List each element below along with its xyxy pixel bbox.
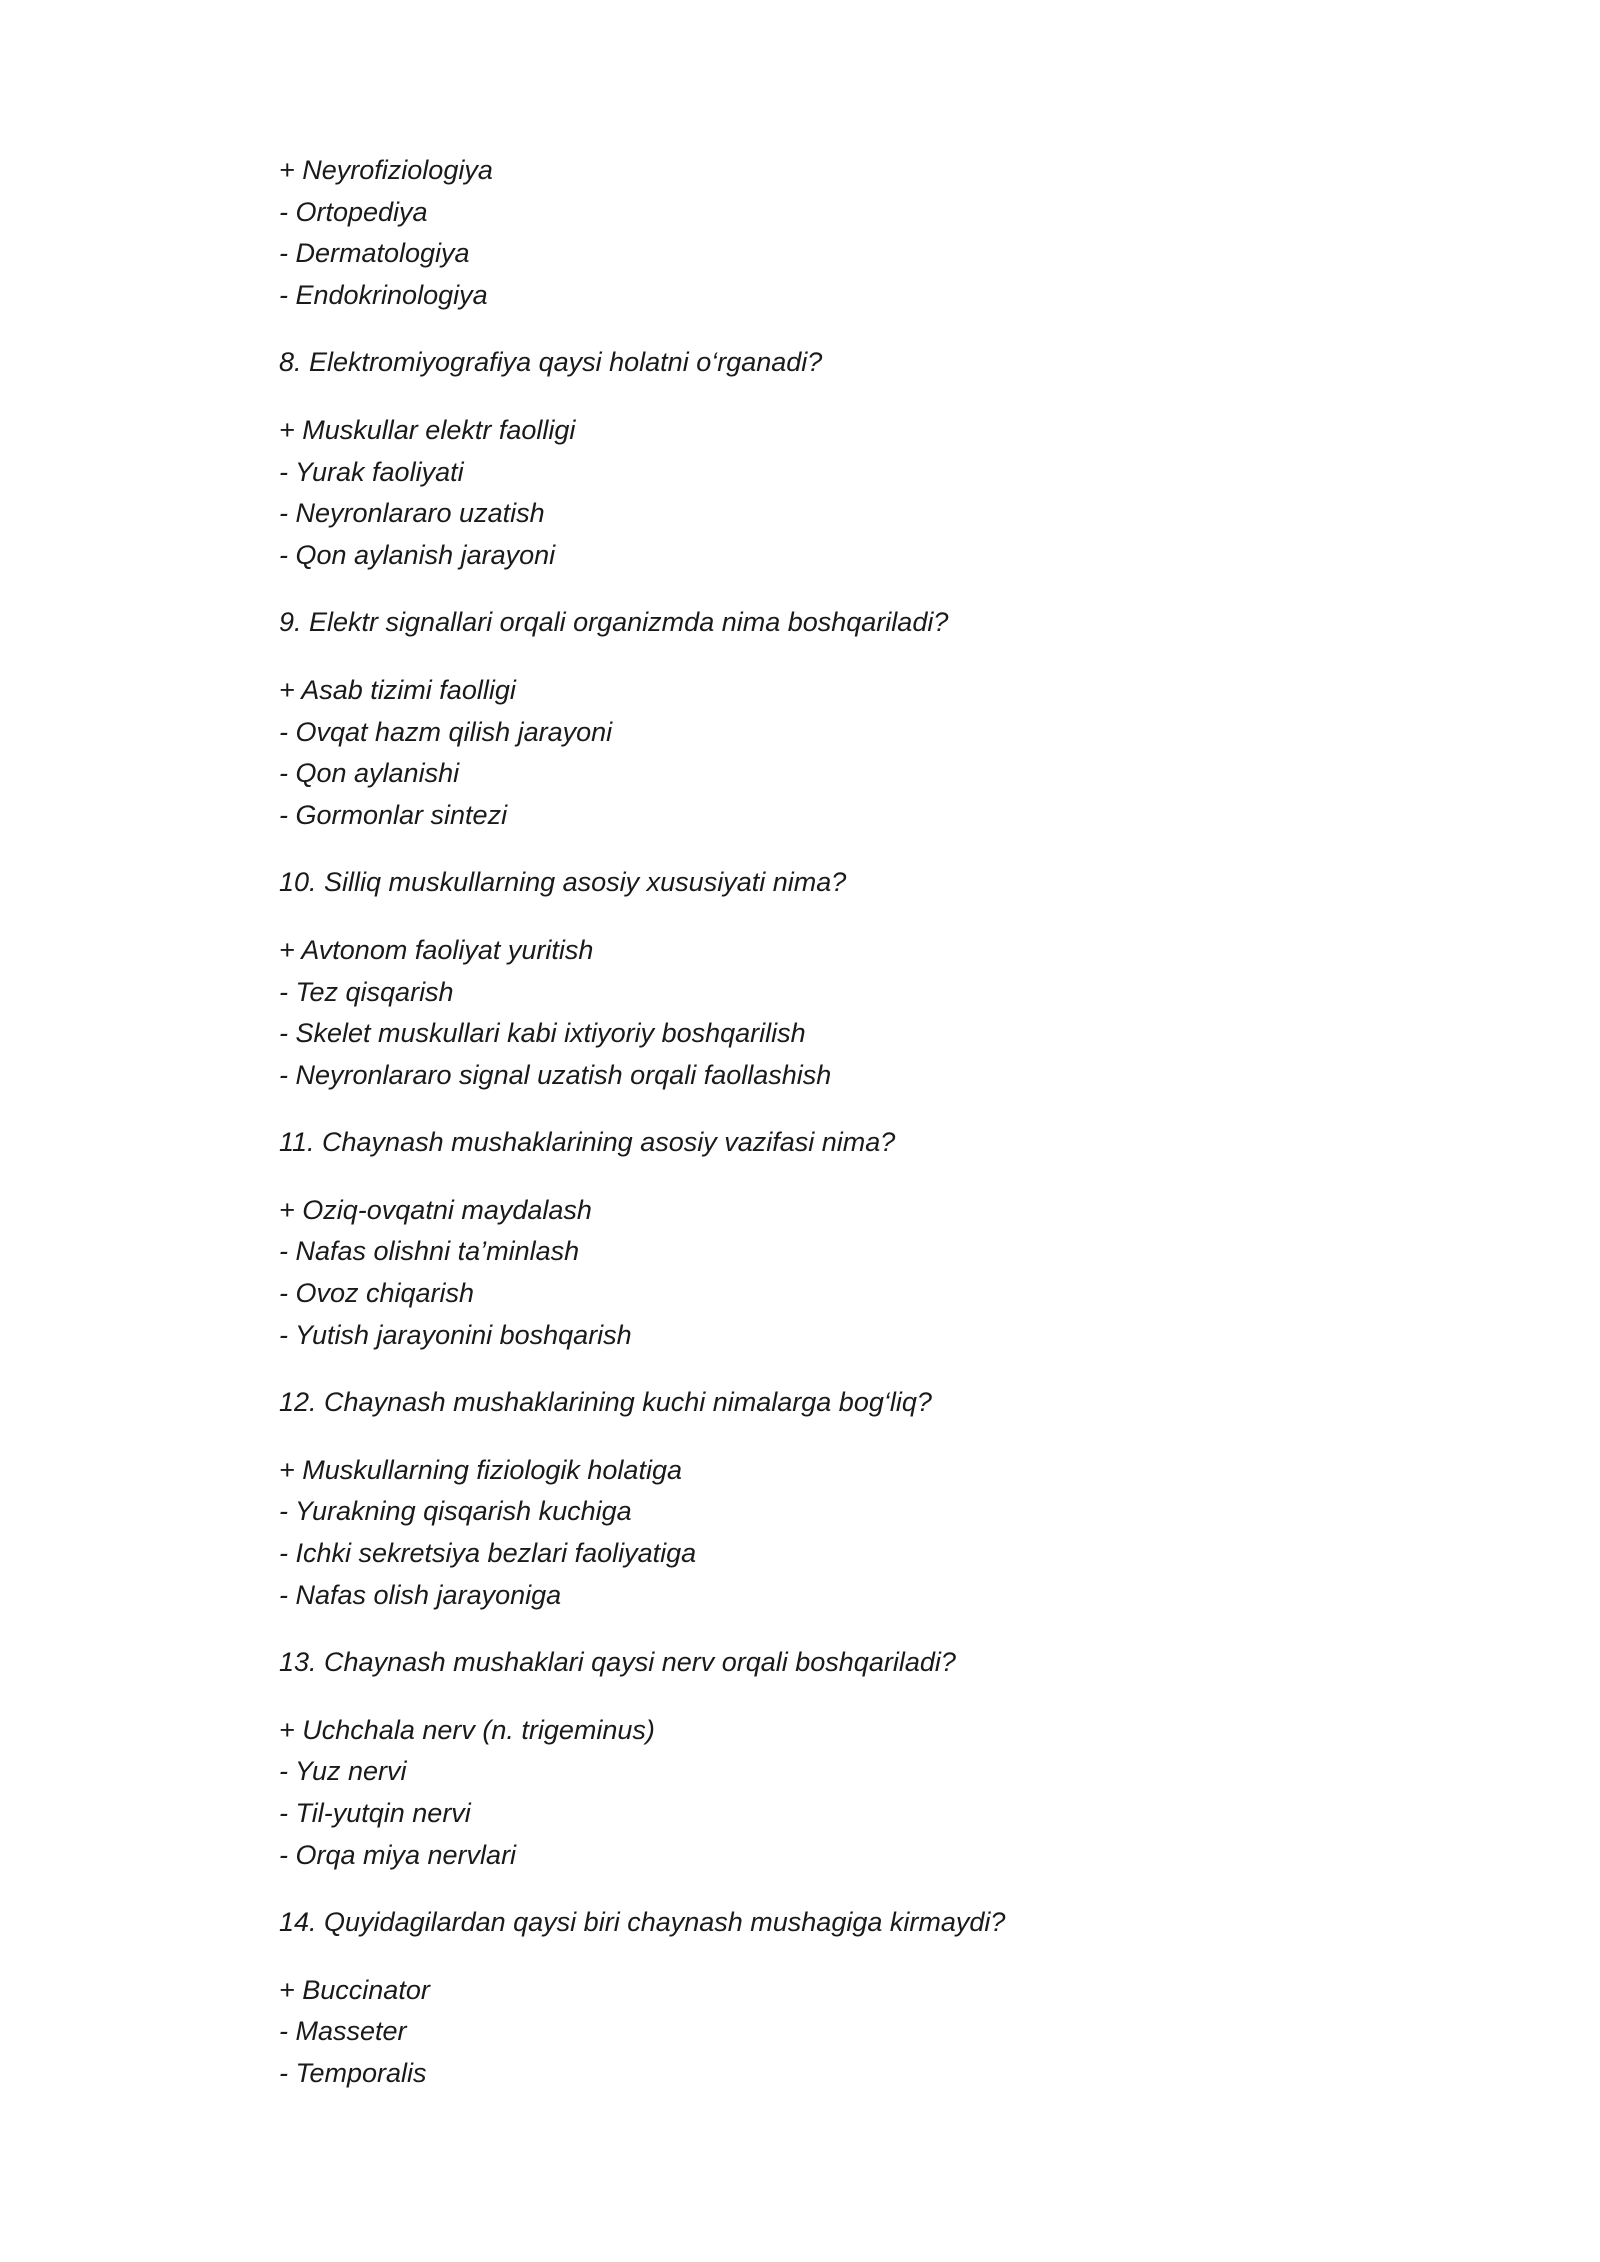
option-correct: + Muskullar elektr faolligi — [279, 414, 576, 445]
question-text: 9. Elektr signallari orqali organizmda nima boshqariladi? — [279, 607, 949, 638]
option-correct: + Asab tizimi faolligi — [279, 674, 516, 705]
question-block-10 — [279, 862, 1379, 1096]
option: - Nafas olish jarayoniga — [279, 1579, 562, 1610]
question-text: 14. Quyidagilardan qaysi biri chaynash mushagiga kirmaydi? — [279, 1907, 1006, 1938]
option: - Yurakning qisqarish kuchiga — [279, 1496, 632, 1527]
question-block-9 — [279, 602, 1379, 836]
option-correct: + Oziq-ovqatni maydalash — [279, 1194, 592, 1225]
option: - Ovoz chiqarish — [279, 1278, 475, 1309]
question-block-14 — [279, 1902, 1379, 2094]
option: - Endokrinologiya — [279, 279, 488, 310]
question-text: 11. Chaynash mushaklarining asosiy vazifasi nima? — [279, 1127, 896, 1158]
option: - Yurak faoliyati — [279, 456, 464, 487]
option: - Nafas olishni ta’minlash — [279, 1236, 580, 1267]
option: - Ortopediya — [279, 196, 428, 227]
option: - Til-yutqin nervi — [279, 1798, 471, 1828]
question-text: 10. Silliq muskullarning asosiy xususiyati nima? — [279, 867, 847, 898]
document-page — [279, 150, 1379, 2095]
option-correct: + Neyrofiziologiya — [279, 155, 493, 185]
question-text: 8. Elektromiyografiya qaysi holatni o‘rganadi? — [279, 347, 823, 378]
question-block-12 — [279, 1382, 1379, 1616]
option: - Neyronlararo signal uzatish orqali faollashish — [279, 1059, 832, 1090]
option: - Dermatologiya — [279, 238, 470, 269]
option: - Tez qisqarish — [279, 976, 454, 1007]
option: - Yutish jarayonini boshqarish — [279, 1319, 632, 1350]
option-correct: + Buccinator — [279, 1974, 430, 2005]
question-block-13 — [279, 1642, 1379, 1876]
option-correct: + Avtonom faoliyat yuritish — [279, 934, 594, 965]
option: - Qon aylanish jarayoni — [279, 539, 556, 570]
option-correct: + Uchchala nerv (n. trigeminus) — [279, 1714, 655, 1745]
question-block-11 — [279, 1122, 1379, 1356]
question-block-7-options — [279, 150, 1379, 316]
option: - Masseter — [279, 2016, 407, 2047]
option: - Ichki sekretsiya bezlari faoliyatiga — [279, 1538, 697, 1569]
option: - Neyronlararo uzatish — [279, 498, 545, 529]
option: - Ovqat hazm qilish jarayoni — [279, 716, 613, 747]
option: - Skelet muskullari kabi ixtiyoriy boshqarilish — [279, 1018, 806, 1049]
option: - Qon aylanishi — [279, 758, 460, 789]
question-text: 13. Chaynash mushaklari qaysi nerv orqali boshqariladi? — [279, 1647, 956, 1678]
option: - Temporalis — [279, 2057, 427, 2088]
option: - Orqa miya nervlari — [279, 1839, 517, 1870]
option: - Yuz nervi — [279, 1756, 407, 1787]
question-text: 12. Chaynash mushaklarining kuchi nimalarga bog‘liq? — [279, 1387, 932, 1418]
option: - Gormonlar sintezi — [279, 799, 508, 830]
option-correct: + Muskullarning fiziologik holatiga — [279, 1454, 682, 1485]
question-block-8 — [279, 342, 1379, 576]
